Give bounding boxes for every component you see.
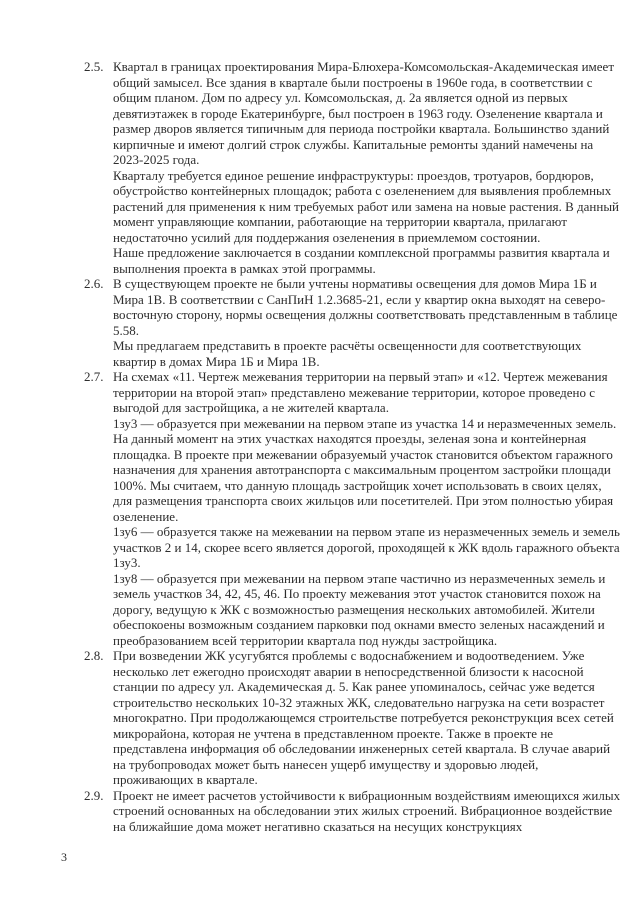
page-number: 3: [61, 850, 67, 864]
section-paragraphs: [113, 276, 621, 369]
paragraph: Кварталу требуется единое решение инфраструктуры: проездов, тротуаров, бордюров, обустройство контейнерных площадок; работа с озеленением для выявления проблемных растений для применения к ним требуемых работ или замена на новые растения. В данный момент управляющие компании, работающие на территории квартала, прилагают недостаточно усилий для поддержания озеленения в приемлемом состоянии.: [113, 167, 620, 245]
section-2-8: [84, 648, 624, 788]
paragraph: Наше предложение заключается в создании комплексной программы развития квартала и выполнения проекта в рамках этой программы.: [113, 245, 610, 276]
paragraph: Проект не имеет расчетов устойчивости к вибрационным воздействиям имеющихся жилых строений основанных на обследовании этих жилых строений. Вибрационное воздействие на ближайшие дома может негативно сказаться на несущих конструкциях: [113, 787, 621, 834]
section-paragraphs: [113, 59, 621, 276]
paragraph: 1зу6 — образуется также на межевании на первом этапе из неразмеченных земель и земель участков 2 и 14, скорее всего является дорогой, проходящей к ЖК вдоль гаражного объекта 1зу3.: [113, 524, 620, 570]
section-number: 2.8.: [84, 648, 104, 663]
paragraph: 1зу8 — образуется при межевании на первом этапе частично из неразмеченных земель и земель участков 34, 42, 45, 46. По проекту межевания этот участок становится похож на дорогу, ведущую к ЖК с возможностью размещения нескольких автомобилей. Жители обеспокоены возможным созданием парковки под окнами вместо зеленых насаждений и преобразованием всей территории квартала под нужды застройщика.: [113, 570, 606, 648]
section-number: 2.5.: [84, 59, 104, 74]
section-number: 2.7.: [84, 369, 104, 384]
paragraph: В существующем проекте не были учтены нормативы освещения для домов Мира 1Б и Мира 1В. В соответствии с СанПиН 1.2.3685-21, если у квартир окна выходят на северо-восточную сторону, нормы освещения должны соответствовать представленным в таблице 5.58.: [113, 276, 618, 338]
section-2-7: [84, 369, 624, 648]
paragraph: На схемах «11. Чертеж межевания территории на первый этап» и «12. Чертеж межевания территории на второй этап» представлено межевание территории, которое проведено с выгодой для застройщика, а не жителей квартала.: [113, 369, 608, 415]
paragraph: 1зу3 — образуется при межевании на первом этапе из участка 14 и неразмеченных земель. На данный момент на этих участках находятся проезды, зеленая зона и контейнерная площадка. В проекте при межевании образуемый участок становится объектом гаражного назначения для хранения автотранспорта с максимальным процентом застройки площади 100%. Мы считаем, что данную площадь застройщик хочет использовать в своих целях, для размещения транспорта своих жильцов или посетителей. При этом полностью убирая озеленение.: [113, 415, 617, 524]
section-paragraphs: [113, 369, 621, 648]
section-2-5: [84, 59, 624, 276]
paragraph: При возведении ЖК усугубятся проблемы с водоснабжением и водоотведением. Уже несколько лет ежегодно происходят аварии в непосредственной близости к насосной станции по адресу ул. Академическая д. 5. Как ранее упоминалось, сейчас уже ведется строительство нескольких 10-32 этажных ЖК, следовательно нагрузка на сети возрастет многократно. При продолжающемся строительстве потребуется реконструкция всех сетей микрорайона, которая не учтена в представленном проекте. Также в проекте не представлена информация об обследовании инженерных сетей квартала. В случае аварий на трубопроводах может быть нанесен ущерб имуществу и здоровью людей, проживающих в квартале.: [113, 648, 614, 787]
section-2-6: [84, 276, 624, 369]
paragraph: Квартал в границах проектирования Мира-Блюхера-Комсомольская-Академическая имеет общий замысел. Все здания в квартале были построены в 1960е года, в соответствии с общим планом. Дом по адресу ул. Комсомольская, д. 2а является одной из первых девятиэтажек в городе Екатеринбурге, был построен в 1963 году. Озеленение квартала и размер дворов является типичным для периода постройки квартала. Большинство зданий кирпичные и имеют долгий строк службы. Капитальные ремонты зданий намечены на 2023-2025 года.: [113, 59, 615, 167]
section-paragraphs: [113, 788, 621, 835]
sections-list: [84, 59, 624, 834]
section-number: 2.9.: [84, 787, 104, 803]
section-paragraphs: [113, 648, 621, 788]
paragraph: Мы предлагаем представить в проекте расчёты освещенности для соответствующих квартир в домах Мира 1Б и Мира 1В.: [113, 338, 582, 369]
section-number: 2.6.: [84, 276, 104, 291]
section-2-9: [84, 788, 624, 835]
